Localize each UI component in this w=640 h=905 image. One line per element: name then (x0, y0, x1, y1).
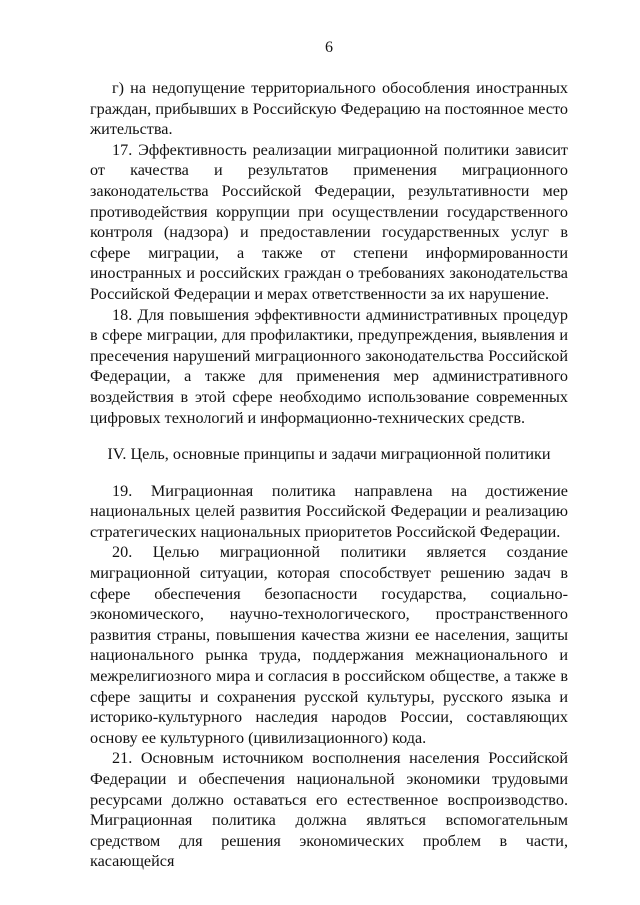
paragraph-20: 20. Целью миграционной политики является создание миграционной ситуации, которая способствует решению задач в сфере обеспечения безопасности государства, социально-экономического, научно-технологического, пространственного развития страны, повышения качества жизни ее населения, защиты национального рынка труда, поддержания межнационального и межрелигиозного мира и согласия в российском обществе, а также в сфере защиты и сохранения русской культуры, русского языка и историко-культурного наследия народов России, составляющих основу ее культурного (цивилизационного) кода. (90, 543, 568, 747)
paragraph-g: г) на недопущение территориального обособления иностранных граждан, прибывших в Российскую Федерацию на постоянное место жительства. (90, 79, 568, 139)
paragraph-18: 18. Для повышения эффективности административных процедур в сфере миграции, для профилактики, предупреждения, выявления и пресечения нарушений миграционного законодательства Российской Федерации, а также для применения мер административного воздействия в этой сфере необходимо использование современных цифровых технологий и информационно-технических средств. (90, 305, 568, 427)
section-heading: IV. Цель, основные принципы и задачи миграционной политики (107, 445, 551, 464)
paragraph-17: 17. Эффективность реализации миграционной политики зависит от качества и результатов применения миграционного законодательства Российской Федерации, результативности мер противодействия коррупции при осуществлении государственного контроля (надзора) и предоставлении государственных услуг в сфере миграции, а также от степени информированности иностранных и российских граждан о требованиях законодательства Российской Федерации и мерах ответственности за их нарушение. (90, 140, 568, 303)
paragraph-19: 19. Миграционная политика направлена на достижение национальных целей развития Российской Федерации и реализацию стратегических национальных приоритетов Российской Федерации. (90, 481, 568, 541)
paragraph-21: 21. Основным источником восполнения населения Российской Федерации и обеспечения национальной экономики трудовыми ресурсами должно оставаться его естественное воспроизводство. Миграционная политика должна являться вспомогательным средством для решения экономических проблем в части, касающейся (90, 749, 568, 871)
page-number: 6 (325, 39, 333, 56)
document-body (90, 78, 568, 872)
